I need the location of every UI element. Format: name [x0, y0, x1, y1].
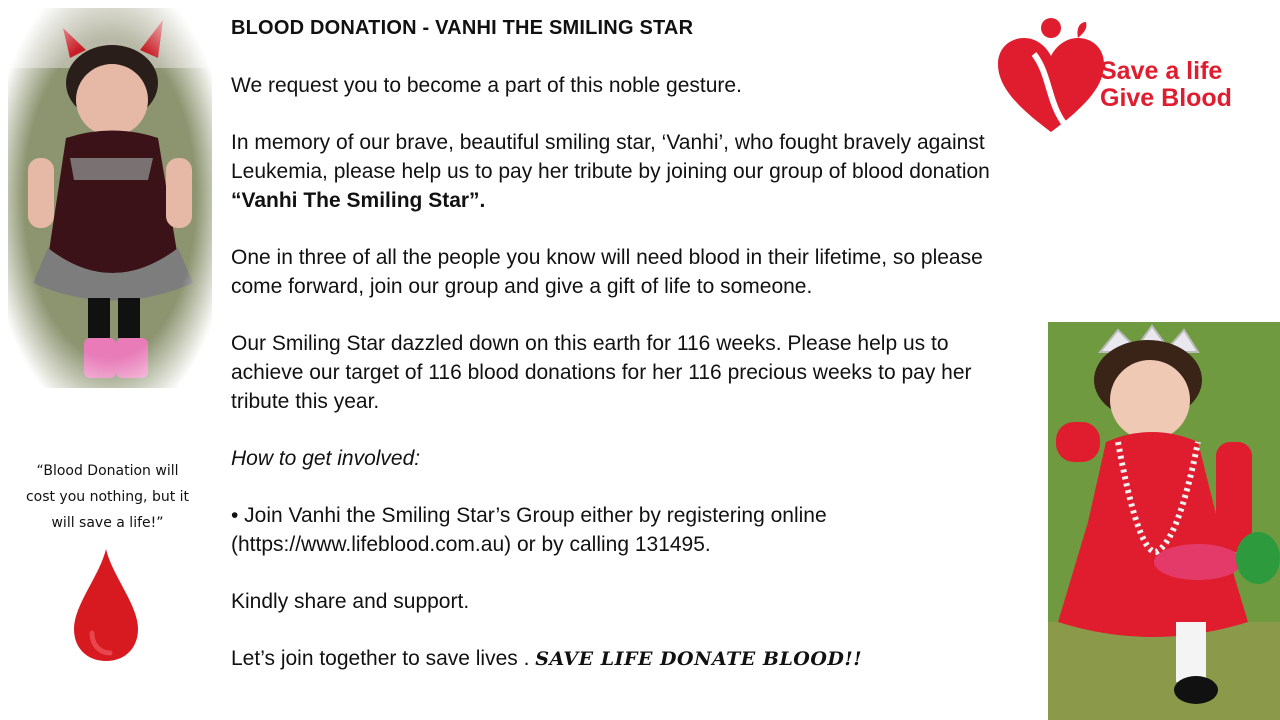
quote-text: “Blood Donation will cost you nothing, but it will save a life!”: [25, 463, 190, 531]
photo-child-red-dress: [1048, 322, 1280, 720]
photo-child-costume-illustration: [8, 8, 212, 388]
closing-text: Let’s join together to save lives .: [231, 647, 536, 670]
logo-text: [1100, 58, 1232, 112]
request-paragraph: We request you to become a part of this noble gesture.: [231, 74, 742, 97]
logo-line1: Save a life: [1100, 57, 1223, 85]
memory-paragraph: [231, 128, 1021, 215]
photo-child-red-dress-illustration: [1048, 322, 1280, 720]
main-content: [231, 14, 1021, 702]
slogan: SAVE LIFE DONATE BLOOD!!: [535, 648, 863, 670]
how-heading: How to get involved:: [231, 447, 421, 470]
blood-drop-icon: [70, 545, 142, 665]
memory-text: In memory of our brave, beautiful smiling star, ‘Vanhi’, who fought bravely against Leukemia, please help us to pay her tribute by joining our group of blood donation: [231, 131, 990, 183]
heart-icon: [996, 14, 1106, 138]
join-instructions: • Join Vanhi the Smiling Star’s Group either by registering online (https://www.lifeblood.com.au) or by calling 131495.: [231, 504, 827, 556]
target-paragraph: Our Smiling Star dazzled down on this earth for 116 weeks. Please help us to achieve our target of 116 blood donations for her 116 precious weeks to pay her tribute this year.: [231, 332, 972, 413]
share-paragraph: Kindly share and support.: [231, 590, 470, 613]
logo-line2: Give Blood: [1100, 84, 1232, 112]
statistic-paragraph: One in three of all the people you know will need blood in their lifetime, so please come forward, join our group and give a gift of life to someone.: [231, 246, 983, 298]
photo-child-costume: [8, 8, 212, 388]
closing-paragraph: [231, 644, 1021, 674]
group-name: “Vanhi The Smiling Star”.: [231, 189, 486, 212]
page-title: BLOOD DONATION - VANHI THE SMILING STAR: [231, 17, 694, 39]
save-a-life-logo: [996, 14, 1256, 138]
